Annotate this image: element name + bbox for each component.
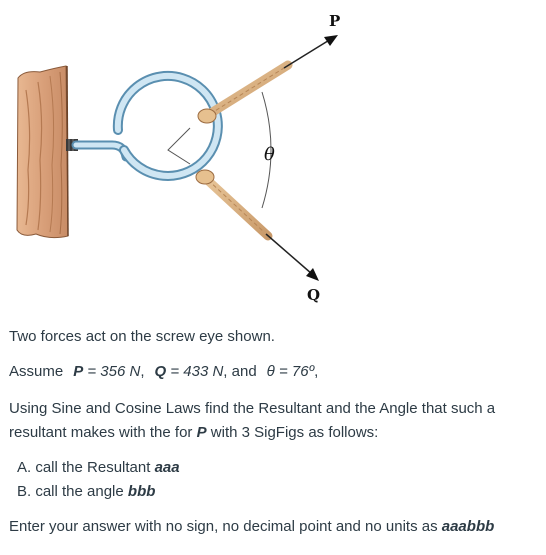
item-a-var: aaa [154,459,180,476]
list-item-b [17,480,180,504]
final-instruction [9,515,494,539]
list-item-a [17,456,180,480]
instr-line2-pre: resultant makes with the for [9,424,197,441]
item-a-text: A. call the Resultant [17,459,155,476]
theta-symbol: θ [266,363,275,380]
comma-2: , [314,363,319,380]
p-symbol: P [73,363,84,380]
instr-line2-p: P [196,424,207,441]
answer-list [17,456,180,504]
final-var: aaabbb [441,518,495,535]
screw-eye-ring [76,76,218,176]
comma-1: , [140,363,145,380]
assume-word: Assume [9,363,64,380]
force-p-arrow [284,35,338,68]
item-b-text: B. call the angle [17,483,128,500]
instruction-line-2 [9,421,378,445]
q-value: = 433 N [166,363,224,380]
instr-line2-post: with 3 SigFigs as follows: [206,424,379,441]
label-q: Q [307,286,321,304]
label-p: P [329,12,341,30]
and-word: , and [223,363,257,380]
assume-line [9,360,318,384]
q-symbol: Q [154,363,167,380]
rope-q [196,170,268,236]
item-b-var: bbb [127,483,156,500]
instruction-line-1: Using Sine and Cosine Laws find the Resultant and the Angle that such a [9,400,496,417]
p-value: = 356 N [83,363,141,380]
force-q-arrow [266,234,319,281]
final-text: Enter your answer with no sign, no decimal point and no units as [9,518,442,535]
theta-value: = 76º [274,363,315,380]
angle-vertex-mark [168,128,190,164]
intro-text: Two forces act on the screw eye shown. [9,328,275,345]
label-theta: θ [264,144,275,165]
wood-wall [17,66,68,238]
